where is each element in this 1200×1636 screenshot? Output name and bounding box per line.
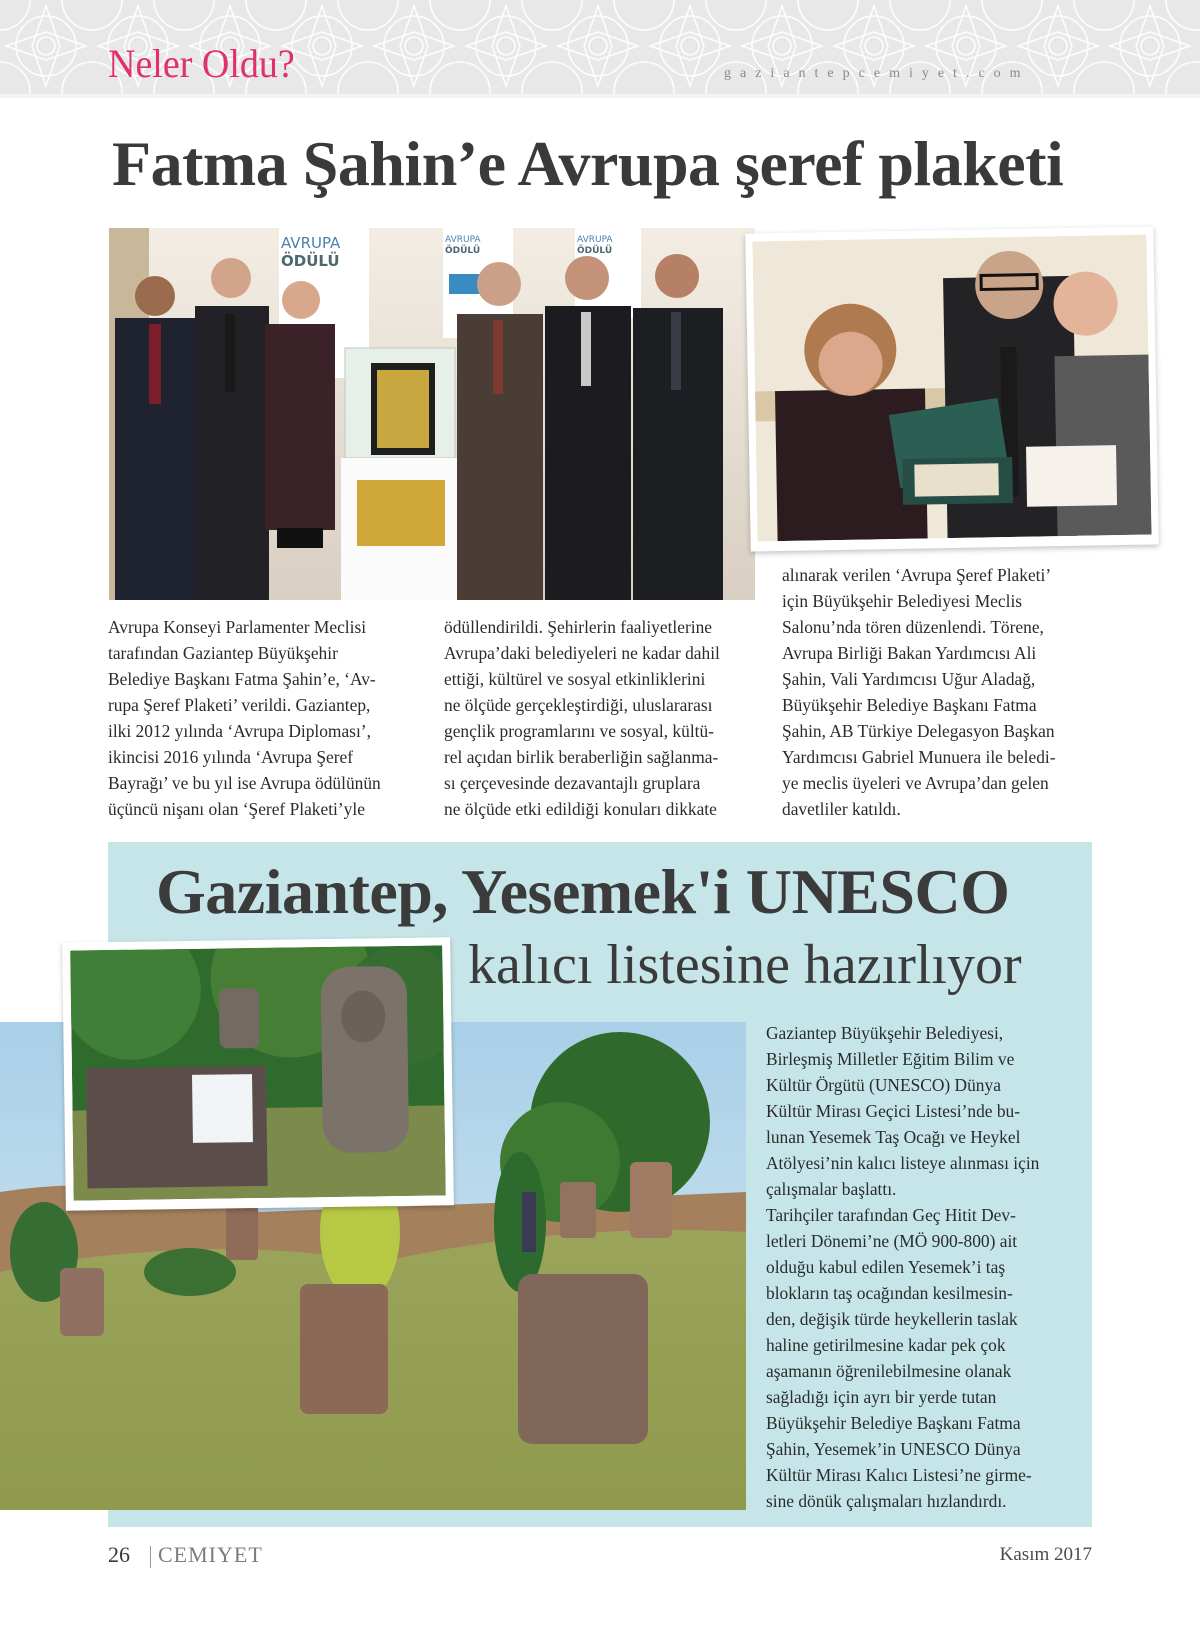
issue-date: Kasım 2017 [999, 1544, 1092, 1565]
text-line: lunan Yesemek Taş Ocağı ve Heykel [766, 1127, 1021, 1147]
article2-headline-line1: Gaziantep, Yesemek'i UNESCO [156, 856, 1010, 927]
poster-text-avrupa-2: AVRUPA [445, 235, 481, 245]
text-line: Atölyesi’nin kalıcı listeye alınması için [766, 1153, 1040, 1173]
text-line: çalışmalar başlattı. [766, 1179, 897, 1199]
text-line: davetliler katıldı. [782, 799, 901, 819]
text-line: olduğu kabul edilen Yesemek’i taş [766, 1257, 1006, 1277]
page-header [0, 0, 1200, 98]
text-line: Büyükşehir Belediye Başkanı Fatma [782, 695, 1037, 715]
poster-text-avrupa-3: AVRUPA [577, 235, 613, 245]
article2-body [766, 1020, 1086, 1514]
text-line: ödüllendirildi. Şehirlerin faaliyetlerine [444, 617, 713, 637]
magazine-name: CEMIYET [158, 1542, 263, 1567]
text-line: Kültür Mirası Kalıcı Listesi’ne girme- [766, 1465, 1032, 1485]
text-line: Yardımcısı Gabriel Munuera ile beledi- [782, 747, 1056, 767]
text-line: için Büyükşehir Belediyesi Meclis [782, 591, 1023, 611]
text-line: aşamanın öğrenilebilmesine olanak [766, 1361, 1012, 1381]
text-line: Kültür Örgütü (UNESCO) Dünya [766, 1075, 1001, 1095]
text-line: Kültür Mirası Geçici Listesi’nde bu- [766, 1101, 1021, 1121]
website-url: gaziantepcemiyet.com [724, 66, 1030, 81]
footer-divider [150, 1546, 151, 1568]
text-line: rel açıdan birlik beraberliğin sağlanma- [444, 747, 719, 767]
text-line: sine dönük çalışmaları hızlandırdı. [766, 1491, 1007, 1511]
text-line: Şahin, AB Türkiye Delegasyon Başkan [782, 721, 1055, 741]
text-line: Tarihçiler tarafından Geç Hitit Dev- [766, 1205, 1016, 1225]
text-line: ilki 2012 yılında ‘Avrupa Diploması’, [108, 721, 371, 741]
text-line: üçüncü nişanı olan ‘Şeref Plaketi’yle [108, 799, 365, 819]
poster-text-odulu-3: ÖDÜLÜ [577, 246, 613, 256]
text-line: tarafından Gaziantep Büyükşehir [108, 643, 338, 663]
text-line: Şahin, Yesemek’in UNESCO Dünya [766, 1439, 1021, 1459]
photo-group-ceremony [109, 228, 755, 600]
text-line: alınarak verilen ‘Avrupa Şeref Plaketi’ [782, 565, 1052, 585]
text-line: haline getirilmesine kadar pek çok [766, 1335, 1006, 1355]
text-line: sı çerçevesinde dezavantajlı gruplara [444, 773, 701, 793]
article1-column-2 [444, 614, 764, 822]
text-line: ye meclis üyeleri ve Avrupa’dan gelen [782, 773, 1049, 793]
article1-column-1 [108, 614, 428, 822]
text-line: rupa Şeref Plaketi’ verildi. Gaziantep, [108, 695, 371, 715]
text-line: den, değişik türde heykellerin taslak [766, 1309, 1018, 1329]
text-line: sağladığı için ayrı bir yerde tutan [766, 1387, 997, 1407]
text-line: gençlik programlarını ve sosyal, kültü- [444, 721, 714, 741]
poster-text-avrupa: AVRUPA [281, 234, 341, 252]
article2-headline-line2: kalıcı listesine hazırlıyor [468, 934, 1022, 996]
text-line: ikincisi 2016 yılında ‘Avrupa Şeref [108, 747, 354, 767]
text-line: Belediye Başkanı Fatma Şahin’e, ‘Av- [108, 669, 376, 689]
text-line: ettiği, kültürel ve sosyal etkinliklerini [444, 669, 706, 689]
page-number: 26 [108, 1542, 130, 1567]
poster-text-odulu-2: ÖDÜLÜ [445, 246, 481, 256]
poster-text-odulu: ÖDÜLÜ [281, 252, 340, 270]
text-line: Gaziantep Büyükşehir Belediyesi, [766, 1023, 1004, 1043]
photo-yesemek-fountain-inset [62, 937, 454, 1210]
text-line: Avrupa’daki belediyeleri ne kadar dahil [444, 643, 720, 663]
text-line: blokların taş ocağından kesilmesin- [766, 1283, 1013, 1303]
text-line: ne ölçüde gerçekleştirdiği, uluslararası [444, 695, 713, 715]
text-line: Şahin, Vali Yardımcısı Uğur Aladağ, [782, 669, 1036, 689]
text-line: Avrupa Konseyi Parlamenter Meclisi [108, 617, 367, 637]
text-line: Avrupa Birliği Bakan Yardımcısı Ali [782, 643, 1037, 663]
photo-plaque-presentation [745, 226, 1158, 551]
text-line: Salonu’nda tören düzenlendi. Törene, [782, 617, 1044, 637]
article1-column-3 [782, 562, 1102, 822]
text-line: ne ölçüde etki edildiği konuları dikkate [444, 799, 717, 819]
text-line: Birleşmiş Milletler Eğitim Bilim ve [766, 1049, 1015, 1069]
article-headline: Fatma Şahin’e Avrupa şeref plaketi [112, 128, 1064, 199]
text-line: letleri Dönemi’ne (MÖ 900-800) ait [766, 1231, 1018, 1251]
text-line: Büyükşehir Belediye Başkanı Fatma [766, 1413, 1021, 1433]
text-line: Bayrağı’ ve bu yıl ise Avrupa ödülünün [108, 773, 381, 793]
section-title: Neler Oldu? [108, 41, 295, 86]
